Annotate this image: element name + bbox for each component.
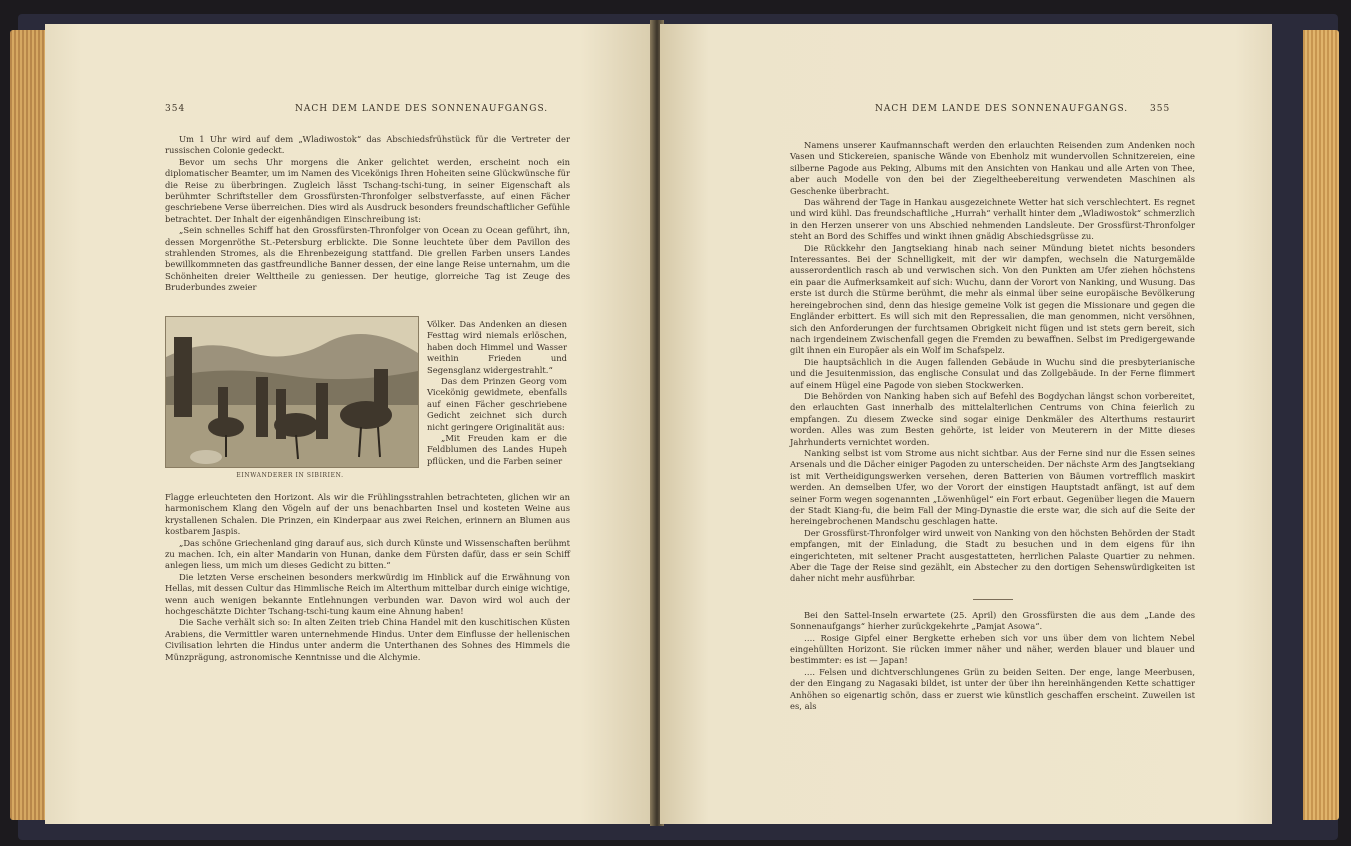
paragraph: Namens unserer Kaufmannschaft werden den erlauchten Reisenden zum Andenken noch Vasen und Stickereien, spanische Wände von Ebenholz mit wundervollen Schnitzereien, eine silberne Pagode aus Peking, Albums mit den Ansichten von Hankau und alle Arten von Thee, aber auch Modelle von den bei der Ziegeltheebereitung verwendeten Maschinen als Geschenke überbracht. (790, 140, 1195, 196)
left-bottom-text (165, 492, 570, 663)
right-page (660, 24, 1272, 824)
paragraph: Die Rückkehr den Jangtsekiang hinab nach seiner Mündung bietet nichts besonders Interessantes. Bei der Schnelligkeit, mit der wir dampfen, wechseln die Naturgemälde ausserordentlich rasch ab und verwischen sich. Von den Punkten am Ufer ziehen höchstens ein paar die Aufmerksamkeit auf sich: Wuchu, dann der Vorort von Nanking, und Wusung. Das erste ist durch die Stürme berühmt, die mehr als einmal über seine europäische Bevölkerung hereingebrochen sind, denn das hiesige gemeine Volk ist gegen die Missionare und gegen die Engländer erbittert. Es will sich mit den Repressalien, die man genommen, nicht versöhnen, sich den Anforderungen der furchtsamen Obrigkeit nicht fügen und ist stets gern bereit, sich nach irgendeinem Zwischenfall gegen die Fremden zu bewaffnen. Selbst im Predigergewande gilt ihnen ein Europäer als ein Wolf im Schafspelz. (790, 242, 1195, 356)
paragraph: Der Grossfürst-Thronfolger wird unweit von Nanking von den höchsten Behörden der Stadt empfangen, mit der Einladung, die Stadt zu besuchen und in dem eigens für ihn eingerichteten, mit seltener Pracht ausgestatteten, herrlichen Palaste Quartier zu nehmen. Aber die Tage der Reise sind gezählt, ein Abstecher zu den dortigen Sehenswürdigkeiten ist daher nicht mehr ausführbar. (790, 527, 1195, 584)
paragraph: Die letzten Verse erscheinen besonders merkwürdig im Hinblick auf die Erwähnung von Hellas, mit dessen Cultur das Himmlische Reich im Alterthum mittelbar durch einige wichtige, wenn auch wenigen bekannte Entlehnungen verbunden war. Davon wird wol auch der hochgeschätzte Dichter Tschang-tschi-tung kaum eine Ahnung haben! (165, 571, 570, 617)
paragraph: Die Sache verhält sich so: In alten Zeiten trieb China Handel mit den kuschitischen Küsten Arabiens, die Vermittler waren unternehmende Hindus. Unter dem Einflusse der hellenischen Civilisation lehrten die Hindus unter anderm die Unterthanen des Sohnes des Himmels die Münzprägung, astronomische Kenntnisse und die Alchymie. (165, 617, 570, 662)
paragraph: „Sein schnelles Schiff hat den Grossfürsten-Thronfolger von Ocean zu Ocean geführt, ihn, dessen Morgenröthe St.-Petersburg erblickte. Die Sonne leuchtete über dem Pavillon des strahlenden Stromes, als die Ehrenbezeigung stattfand. Die grellen Farben unsers Landes bewillkommneten das gastfreundliche Banner dessen, der eine lange Reise unternahm, um die Schönheiten dreier Welttheile zu geniessen. Der heutige, glorreiche Tag ist Zeuge des Bruderbundes zweier (165, 225, 570, 293)
paragraph: Bevor um sechs Uhr morgens die Anker gelichtet werden, erscheint noch ein diplomatischer Beamter, um im Namen des Vicekönigs Ihren Hoheiten seine Glückwünsche für die Reise zu überbringen. Zugleich lässt Tschang-tschi-tung, in seiner Eigenschaft als berühmter Schriftsteller dem Grossfürsten-Thronfolger selbstverfasste, auf einen Fächer geschriebene Verse überreichen. Dies wird als Ausdruck besonders freundschaftlicher Gefühle betrachtet. Der Inhalt der eigenhändigen Einschreibung ist: (165, 156, 570, 224)
paragraph: …. Rosige Gipfel einer Bergkette erheben sich vor uns über dem von lichtem Nebel eingehüllten Horizont. Sie rücken immer näher und näher, werden blauer und blauer und bestimmter: es ist — Japan! (790, 632, 1195, 666)
paragraph: Die Behörden von Nanking haben sich auf Befehl des Bogdychan längst schon vorbereitet, den erlauchten Gast innerhalb des mittelalterlichen Centrums von China feierlich zu empfangen. Zu diesem Zwecke sind sogar einige Denkmäler des Alterthums restaurirt worden. Alles was zum Besten gehörte, ist leider von Meuterern in der Mitte dieses Jahrhunderts vernichtet worden. (790, 390, 1195, 447)
paragraph: Völker. Das Andenken an diesen Festtag wird niemals erlöschen, haben doch Himmel und Wasser weithin Frieden und Segensglanz widergestrahlt.“ (427, 319, 567, 375)
figure-caption: EINWANDERER IN SIBIRIEN. (236, 472, 344, 479)
left-page (45, 24, 653, 824)
engraving-drawing (166, 317, 418, 467)
paragraph: „Mit Freuden kam er die Feldblumen des Landes Hupeh pflücken, und die Farben seiner (427, 433, 567, 466)
right-main-text (790, 140, 1195, 713)
paragraph: Die hauptsächlich in die Augen fallenden Gebäude in Wuchu sind die presbyterianische und die Jesuitenmission, das englische Consulat und das Zollgebäude. In der Ferne flimmert auf einem Hügel eine Pagode von sieben Stockwerken. (790, 356, 1195, 390)
section-rule (973, 599, 1013, 600)
paragraph: Nanking selbst ist vom Strome aus nicht sichtbar. Aus der Ferne sind nur die Essen seines Arsenals und die Dächer einiger Pagoden zu unterscheiden. Der nächste Arm des Jangtsekiang ist mit Vertheidigungswerken versehen, deren Batterien von Bäumen vortrefflich maskirt werden. An demselben Ufer, wo der Vorort der einstigen Hauptstadt anfängt, ist auf dem seiner Form wegen sogenannten „Löwenhügel“ ein Fort erbaut. Gegenüber liegen die Mauern der Stadt Kiang-fu, die beim Fall der Ming-Dynastie die erste war, die sich auf die Seite der hereingebrochenen Mandschu geschlagen hatte. (790, 447, 1195, 527)
right-page-edges (1303, 30, 1339, 820)
paragraph: Das während der Tage in Hankau ausgezeichnete Wetter hat sich verschlechtert. Es regnet und wird kühl. Das freundschaftliche „Hurrah“ verhallt hinter dem „Wladiwostok“ schmerzlich in den Herzen unserer von uns Abschied nehmenden Landsleute. Der Grossfürst-Thronfolger steht an Bord des Schiffes und winkt ihnen gnädig Abschiedsgrüsse zu. (790, 197, 1195, 242)
paragraph: Flagge erleuchteten den Horizont. Als wir die Frühlingsstrahlen betrachteten, glichen wir an harmonischem Klang den Vögeln auf der uns benachbarten Insel und kosteten Weine aus krystallenen Schalen. Die Prinzen, ein Kinderpaar aus zwei Reichen, erinnern an Blumen aus kostbarem Jaspis. (165, 492, 570, 537)
paragraph: „Das schöne Griechenland ging darauf aus, sich durch Künste und Wissenschaften berühmt zu machen. Ich, ein alter Mandarin von Hunan, danke dem Fürsten dafür, dass er sein Schiff anlegen liess, um mich um dieses Gedicht zu bitten.“ (165, 537, 570, 571)
paragraph: Das dem Prinzen Georg vom Vicekönig gewidmete, ebenfalls auf einen Fächer geschriebene Gedicht zeichnet sich durch nicht geringere Originalität aus: (427, 376, 567, 432)
running-title-right: NACH DEM LANDE DES SONNENAUFGANGS. (875, 104, 1129, 114)
left-top-text (165, 134, 570, 294)
left-page-edges (10, 30, 50, 820)
paragraph: Um 1 Uhr wird auf dem „Wladiwostok“ das Abschiedsfrühstück für die Vertreter der russischen Colonie gedeckt. (165, 134, 570, 156)
page-number-left: 354 (165, 104, 186, 114)
paragraph: Bei den Sattel-Inseln erwartete (25. April) den Grossfürsten die aus dem „Lande des Sonnenaufgangs“ hierher zurückgekehrte „Pamjat Asowa“. (790, 609, 1195, 632)
paragraph: …. Felsen und dichtverschlungenes Grün zu beiden Seiten. Der enge, lange Meerbusen, der den Eingang zu Nagasaki bildet, ist unter der über ihn hereinhängenden Kette schattiger Anhöhen so eigenartig schön, dass er zuerst wie künstlich geschaffen erscheint. Zuweilen ist es, als (790, 666, 1195, 712)
left-wrap-text (427, 319, 567, 467)
section-gap (790, 585, 1195, 599)
running-title-left: NACH DEM LANDE DES SONNENAUFGANGS. (295, 104, 549, 114)
page-number-right: 355 (1150, 104, 1171, 114)
engraving-illustration (165, 316, 419, 468)
